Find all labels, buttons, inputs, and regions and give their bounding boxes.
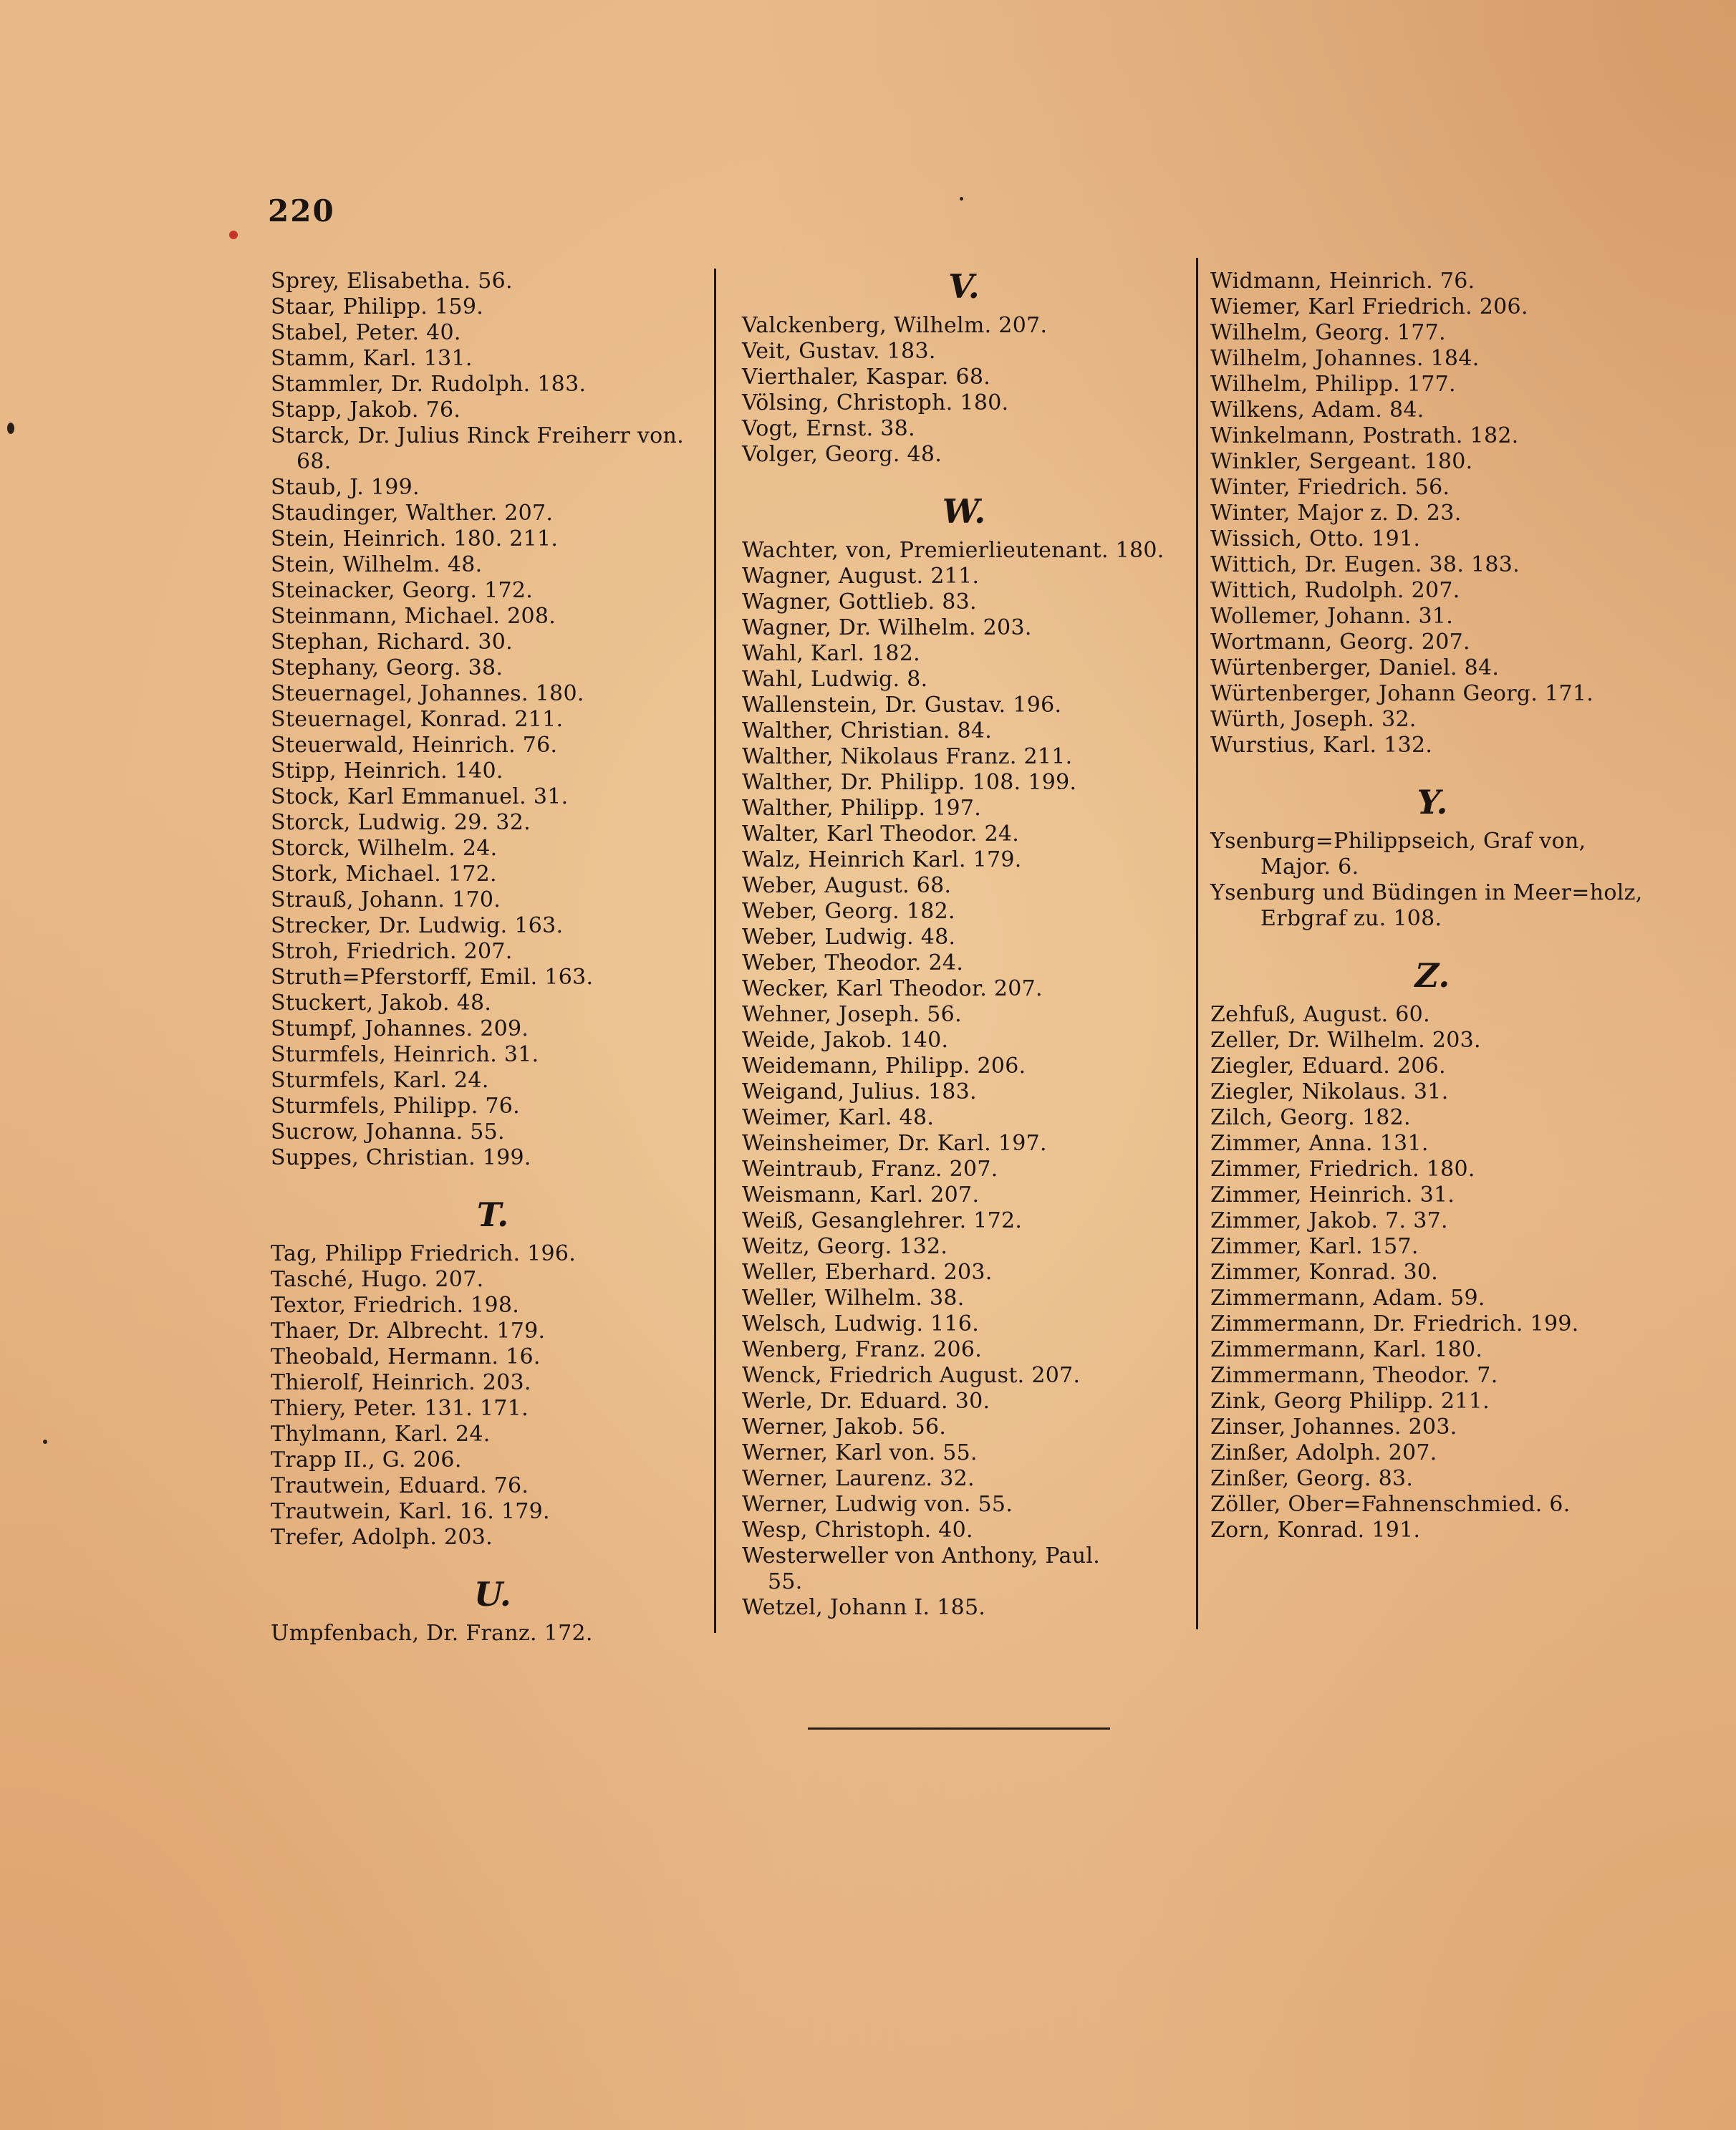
index-entry: Zink, Georg Philipp. 211.: [1210, 1389, 1490, 1414]
index-entry: Weller, Wilhelm. 38.: [742, 1286, 965, 1311]
index-entry: Zimmermann, Theodor. 7.: [1210, 1363, 1498, 1388]
section-y: [1210, 784, 1654, 932]
index-entry: Winter, Friedrich. 56.: [1210, 475, 1450, 500]
index-entry: Werner, Ludwig von. 55.: [742, 1492, 1013, 1517]
index-entry: Tasché, Hugo. 207.: [271, 1267, 484, 1292]
index-entry: Zimmer, Karl. 157.: [1210, 1234, 1419, 1259]
index-entry: Wagner, Dr. Wilhelm. 203.: [742, 615, 1032, 640]
index-entry: Stein, Wilhelm. 48.: [271, 552, 483, 577]
section-s: [271, 269, 715, 1171]
closing-rule: [808, 1727, 1110, 1730]
index-entry: Stephany, Georg. 38.: [271, 655, 503, 680]
index-entry: Sturmfels, Karl. 24.: [271, 1068, 489, 1093]
index-entry: Storck, Ludwig. 29. 32.: [271, 810, 531, 835]
index-entry: Westerweller von Anthony, Paul.: [742, 1543, 1101, 1568]
index-entry: Weller, Eberhard. 203.: [742, 1260, 993, 1285]
index-entry: Staub, J. 199.: [271, 475, 420, 500]
index-entry: Wittich, Dr. Eugen. 38. 183.: [1210, 552, 1520, 577]
index-entry: Winkler, Sergeant. 180.: [1210, 449, 1473, 474]
index-entry: Walz, Heinrich Karl. 179.: [742, 847, 1022, 872]
index-entry: Weitz, Georg. 132.: [742, 1234, 948, 1259]
index-entry: Storck, Wilhelm. 24.: [271, 836, 498, 861]
index-entry: Starck, Dr. Julius Rinck Freiherr von.: [271, 423, 684, 448]
index-entry: Zinser, Johannes. 203.: [1210, 1415, 1457, 1440]
index-entry: Wallenstein, Dr. Gustav. 196.: [742, 693, 1062, 718]
index-entry: Thiery, Peter. 131. 171.: [271, 1396, 529, 1421]
ink-speck: [43, 1440, 47, 1444]
index-entry: Zorn, Konrad. 191.: [1210, 1518, 1421, 1543]
section-heading-y: Y.: [1417, 783, 1448, 821]
index-entry: Steinacker, Georg. 172.: [271, 578, 534, 603]
index-entry: Wahl, Karl. 182.: [742, 641, 921, 666]
index-entry: Wilhelm, Philipp. 177.: [1210, 372, 1456, 397]
index-entry: Wenberg, Franz. 206.: [742, 1337, 983, 1362]
section-v: [742, 269, 1186, 468]
index-entry: Würth, Joseph. 32.: [1210, 707, 1417, 732]
red-ink-dot: [229, 231, 238, 239]
index-entry: Sprey, Elisabetha. 56.: [271, 269, 513, 294]
section-heading-u: U.: [474, 1575, 511, 1614]
index-entry: Weigand, Julius. 183.: [742, 1079, 977, 1104]
index-entry: Winter, Major z. D. 23.: [1210, 501, 1462, 526]
index-entry: Zimmer, Heinrich. 31.: [1210, 1182, 1455, 1208]
index-entry: Völsing, Christoph. 180.: [742, 390, 1009, 415]
index-entry: Wissich, Otto. 191.: [1210, 526, 1421, 551]
index-entry: Steuernagel, Johannes. 180.: [271, 681, 584, 706]
index-entry: Werner, Laurenz. 32.: [742, 1466, 975, 1491]
index-entry: Weinsheimer, Dr. Karl. 197.: [742, 1131, 1047, 1156]
page-number: 220: [268, 193, 335, 228]
index-entry: Stammler, Dr. Rudolph. 183.: [271, 372, 587, 397]
index-entry: Zilch, Georg. 182.: [1210, 1105, 1411, 1130]
index-entry-continuation: 55.: [768, 1569, 803, 1594]
section-u: [271, 1576, 715, 1647]
index-entry: Weide, Jakob. 140.: [742, 1028, 949, 1053]
index-entry: Wagner, Gottlieb. 83.: [742, 589, 977, 615]
index-entry: Steuerwald, Heinrich. 76.: [271, 733, 558, 758]
section-heading-v: V.: [948, 267, 980, 306]
index-entry: Sucrow, Johanna. 55.: [271, 1119, 505, 1144]
index-entry: Würtenberger, Daniel. 84.: [1210, 655, 1500, 680]
index-entry: Zimmer, Anna. 131.: [1210, 1131, 1429, 1156]
index-entry: Ziegler, Eduard. 206.: [1210, 1054, 1446, 1079]
index-entry: Zeller, Dr. Wilhelm. 203.: [1210, 1028, 1481, 1053]
index-entry: Winkelmann, Postrath. 182.: [1210, 423, 1519, 448]
index-entry: Weber, Theodor. 24.: [742, 950, 964, 975]
index-entry: Weber, Georg. 182.: [742, 899, 955, 924]
index-entry: Trautwein, Eduard. 76.: [271, 1473, 529, 1498]
index-entry: Stroh, Friedrich. 207.: [271, 939, 513, 964]
section-heading-w: W.: [942, 492, 986, 531]
index-entry: Wesp, Christoph. 40.: [742, 1518, 973, 1543]
index-entry: Welsch, Ludwig. 116.: [742, 1311, 980, 1336]
ink-speck: [7, 423, 14, 434]
section-heading-z: Z.: [1414, 956, 1450, 995]
index-entry: Werle, Dr. Eduard. 30.: [742, 1389, 990, 1414]
index-entry: Stipp, Heinrich. 140.: [271, 758, 503, 784]
index-entry: Walther, Nikolaus Franz. 211.: [742, 744, 1073, 769]
index-entry: Staar, Philipp. 159.: [271, 294, 484, 319]
index-entry: Wecker, Karl Theodor. 207.: [742, 976, 1043, 1001]
index-entry: Sturmfels, Heinrich. 31.: [271, 1042, 539, 1067]
index-entry: Thylmann, Karl. 24.: [271, 1422, 491, 1447]
index-entry: Wortmann, Georg. 207.: [1210, 630, 1470, 655]
index-entry: Steuernagel, Konrad. 211.: [271, 707, 564, 732]
index-entry: Theobald, Hermann. 16.: [271, 1344, 541, 1369]
index-entry: Vierthaler, Kaspar. 68.: [742, 365, 991, 390]
index-entry: Weimer, Karl. 48.: [742, 1105, 935, 1130]
index-entry: Stumpf, Johannes. 209.: [271, 1016, 529, 1041]
index-entry: Vogt, Ernst. 38.: [742, 416, 915, 441]
index-entry: Thierolf, Heinrich. 203.: [271, 1370, 531, 1395]
index-entry: Werner, Jakob. 56.: [742, 1415, 947, 1440]
index-entry: Textor, Friedrich. 198.: [271, 1293, 520, 1318]
index-entry: Stock, Karl Emmanuel. 31.: [271, 784, 569, 809]
index-entry: Zimmer, Jakob. 7. 37.: [1210, 1208, 1448, 1233]
index-entry: Zimmer, Konrad. 30.: [1210, 1260, 1439, 1285]
index-column-3: [1210, 269, 1654, 1543]
index-entry: Stephan, Richard. 30.: [271, 630, 513, 655]
index-entry: Walther, Dr. Philipp. 108. 199.: [742, 770, 1077, 795]
index-entry: Wiemer, Karl Friedrich. 206.: [1210, 294, 1528, 319]
index-entry: Zimmermann, Adam. 59.: [1210, 1286, 1485, 1311]
index-entry: Widmann, Heinrich. 76.: [1210, 269, 1475, 294]
index-entry: Wenck, Friedrich August. 207.: [742, 1363, 1081, 1388]
index-entry: Steinmann, Michael. 208.: [271, 604, 556, 629]
index-entry: Wahl, Ludwig. 8.: [742, 667, 928, 692]
index-entry: Ziegler, Nikolaus. 31.: [1210, 1079, 1449, 1104]
index-entry: Wittich, Rudolph. 207.: [1210, 578, 1460, 603]
index-entry: Ysenburg und Büdingen in Meer=holz, Erbgraf zu. 108.: [1210, 880, 1643, 931]
index-entry: Wilkens, Adam. 84.: [1210, 397, 1424, 423]
section-w-continued: [1210, 269, 1654, 758]
index-entry: Weber, Ludwig. 48.: [742, 925, 956, 950]
index-entry: Trapp II., G. 206.: [271, 1447, 462, 1473]
index-entry: Staudinger, Walther. 207.: [271, 501, 554, 526]
index-entry: Weber, August. 68.: [742, 873, 952, 898]
index-entry: Weidemann, Philipp. 206.: [742, 1054, 1026, 1079]
section-t: [271, 1197, 715, 1551]
index-entry: Stamm, Karl. 131.: [271, 346, 473, 371]
index-entry: Strecker, Dr. Ludwig. 163.: [271, 913, 564, 938]
index-entry: Trefer, Adolph. 203.: [271, 1525, 493, 1550]
index-entry: Wurstius, Karl. 132.: [1210, 733, 1433, 758]
index-entry: Thaer, Dr. Albrecht. 179.: [271, 1319, 546, 1344]
index-entry: Weiß, Gesanglehrer. 172.: [742, 1208, 1023, 1233]
index-column-2: [742, 269, 1186, 1621]
index-column-1: [271, 269, 715, 1647]
index-entry: Sturmfels, Philipp. 76.: [271, 1094, 521, 1119]
index-entry: Strauß, Johann. 170.: [271, 887, 501, 912]
index-entry: Volger, Georg. 48.: [742, 442, 942, 467]
index-entry: Walter, Karl Theodor. 24.: [742, 821, 1020, 847]
index-entry: Wagner, August. 211.: [742, 564, 980, 589]
index-entry: Struth=Pferstorff, Emil. 163.: [271, 965, 594, 990]
index-entry: Zehfuß, August. 60.: [1210, 1002, 1430, 1027]
index-entry: Walther, Christian. 84.: [742, 718, 993, 743]
column-divider-2: [1196, 258, 1198, 1629]
index-entry: Stuckert, Jakob. 48.: [271, 991, 492, 1016]
index-entry: Trautwein, Karl. 16. 179.: [271, 1499, 550, 1524]
index-entry: Wachter, von, Premierlieutenant. 180.: [742, 538, 1164, 563]
index-entry: Ysenburg=Philippseich, Graf von, Major. 6.: [1210, 829, 1586, 880]
section-w: [742, 493, 1186, 1621]
index-entry: Zimmer, Friedrich. 180.: [1210, 1157, 1475, 1182]
index-entry: Stein, Heinrich. 180. 211.: [271, 526, 559, 551]
index-entry: Tag, Philipp Friedrich. 196.: [271, 1241, 577, 1266]
ink-speck: [960, 197, 963, 201]
index-entry: Weintraub, Franz. 207.: [742, 1157, 998, 1182]
index-entry: Wollemer, Johann. 31.: [1210, 604, 1454, 629]
section-z: [1210, 958, 1654, 1543]
index-entry: Zimmermann, Karl. 180.: [1210, 1337, 1483, 1362]
index-entry: Würtenberger, Johann Georg. 171.: [1210, 681, 1594, 706]
index-entry: Zöller, Ober=Fahnenschmied. 6.: [1210, 1492, 1571, 1517]
index-entry: Wehner, Joseph. 56.: [742, 1002, 962, 1027]
index-entry: Valckenberg, Wilhelm. 207.: [742, 313, 1048, 338]
index-entry: Umpfenbach, Dr. Franz. 172.: [271, 1621, 593, 1646]
index-entry: Stapp, Jakob. 76.: [271, 397, 461, 423]
index-entry: Veit, Gustav. 183.: [742, 339, 936, 364]
index-entry: Werner, Karl von. 55.: [742, 1440, 978, 1465]
index-entry: Stabel, Peter. 40.: [271, 320, 461, 345]
index-entry: Suppes, Christian. 199.: [271, 1145, 531, 1170]
index-entry: Wilhelm, Georg. 177.: [1210, 320, 1446, 345]
index-entry-continuation: 68.: [296, 449, 332, 474]
index-entry: Wilhelm, Johannes. 184.: [1210, 346, 1480, 371]
section-heading-t: T.: [476, 1195, 509, 1234]
index-entry: Stork, Michael. 172.: [271, 862, 497, 887]
index-entry: Zinßer, Georg. 83.: [1210, 1466, 1414, 1491]
index-entry: Zinßer, Adolph. 207.: [1210, 1440, 1437, 1465]
index-entry: Weismann, Karl. 207.: [742, 1182, 980, 1208]
index-entry: Walther, Philipp. 197.: [742, 796, 982, 821]
index-entry: Zimmermann, Dr. Friedrich. 199.: [1210, 1311, 1579, 1336]
index-entry: Wetzel, Johann I. 185.: [742, 1595, 986, 1620]
